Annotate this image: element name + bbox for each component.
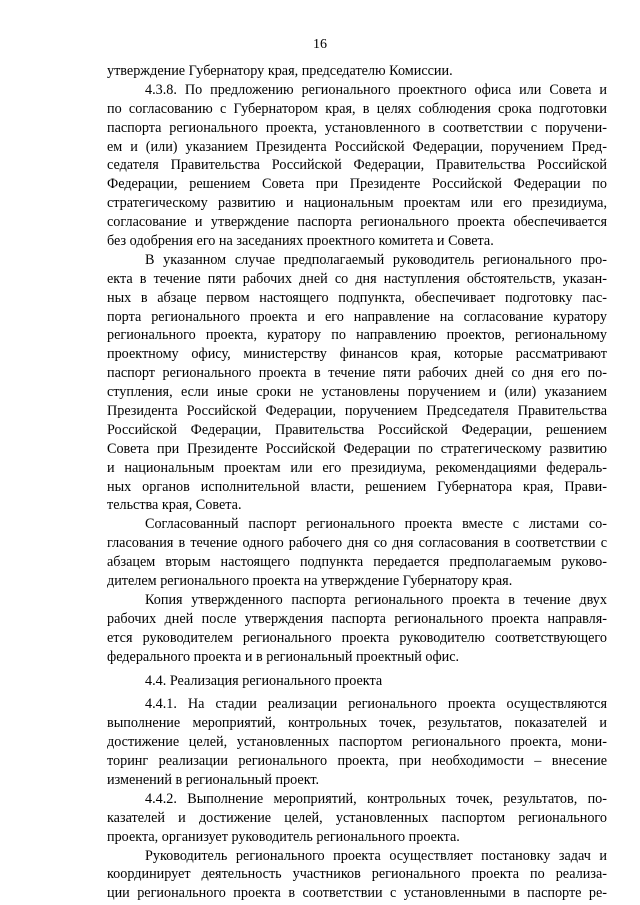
section-title: 4.4. Реализация регионального проекта [145,672,383,689]
text-line: казателей и достижение целей, установленных паспортом регионального [107,809,607,826]
text-line: без одобрения его на заседаниях проектного комитета и Совета. [107,233,494,250]
text-line: дителем регионального проекта на утверждение Губернатору края. [107,573,513,590]
paragraph-4-4-1 [107,695,607,789]
text-line: абзацем вторым настоящего подпункта передается предполагаемым руково- [107,554,607,571]
text-line: 4.4.1. На стадии реализации регионального проекта осуществляются [145,696,607,713]
text-line: регионального проекта, куратору по направлению проектов, региональному [107,327,607,344]
text-line: рабочих дней после утверждения паспорта регионального проекта направля- [107,610,607,627]
text-line: 4.4.2. Выполнение мероприятий, контрольных точек, результатов, по- [145,790,607,807]
text-line: по согласованию с Губернатором края, в целях соблюдения срока подготовки [107,100,607,117]
paragraph-passport-copy [107,591,607,667]
paragraph-4-3-8 [107,81,607,251]
paragraph-procedure [107,251,607,515]
paragraph-agreed-passport [107,515,607,591]
paragraph-project-lead [107,847,607,904]
text-line: ных органов исполнительной власти, решением Губернатора края, Прави- [107,478,607,495]
text-line: гласования в течение одного рабочего дня со дня согласования в соответствии с [107,535,607,552]
text-line: Президента Российской Федерации, поручением Председателя Правительства [107,403,607,420]
text-line: ных в абзаце первом настоящего подпункта, обеспечивает подготовку пас- [107,289,607,306]
text-line: стратегическому развитию и национальным проектам или его президиума, [107,195,607,212]
text-line: ем и (или) указанием Президента Российской Федерации, поручением Пред- [107,138,607,155]
text-line: координирует деятельность участников регионального проекта по реализа- [107,866,607,883]
text-line: В указанном случае предполагаемый руководитель регионального про- [145,251,607,268]
text-line: торинг реализации регионального проекта, при необходимости – внесение [107,753,607,770]
text-line: ступления, если иные сроки не установлены поручением и (или) указанием [107,384,607,401]
text-line: достижение целей, установленных паспортом регионального проекта, мони- [107,734,607,751]
text-line: ется руководителем регионального проекта руководителю соответствующего [107,629,607,646]
text-line: проекта, организует руководитель регионального проекта. [107,828,460,845]
text-line: утверждение Губернатору края, председателю Комиссии. [107,63,453,79]
paragraph-continuation [107,62,607,81]
text-line: изменений в региональный проект. [107,771,320,788]
text-line: выполнение мероприятий, контрольных точек, результатов, показателей и [107,715,607,732]
text-line: Совета при Президенте Российской Федерации по стратегическому развитию [107,440,607,457]
text-line: Федерации, решением Совета при Президенте Российской Федерации по [107,176,607,193]
text-line: тельства края, Совета. [107,497,242,514]
text-line: ции регионального проекта в соответствии с установленными в паспорте ре- [107,885,607,902]
text-line: согласование и утверждение паспорта регионального проекта обеспечивается [107,214,607,231]
text-line: паспорт регионального проекта в течение пяти рабочих дней со дня его по- [107,365,607,382]
text-line: екта в течение пяти рабочих дней со дня наступления обстоятельств, указан- [107,270,607,287]
text-line: паспорта регионального проекта, установленного в соответствии с поручени- [107,119,607,136]
text-line: Руководитель регионального проекта осуществляет постановку задач и [145,847,607,864]
text-line: порта регионального проекта и его направление на согласование куратору [107,308,607,325]
text-line: Копия утвержденного паспорта регионального проекта в течение двух [145,591,607,608]
section-heading-4-4 [107,672,607,691]
document-body [107,62,607,903]
page-number: 16 [313,37,327,52]
text-line: Российской Федерации, Правительства Российской Федерации, решением [107,421,607,438]
text-line: проектному офису, министерству финансов края, которые рассматривают [107,346,607,363]
text-line: и национальным проектам или его президиума, рекомендациями федераль- [107,459,607,476]
text-line: федерального проекта и в региональный проектный офис. [107,648,460,665]
paragraph-4-4-2 [107,790,607,847]
text-line: Согласованный паспорт регионального проекта вместе с листами со- [145,516,607,533]
text-line: седателя Правительства Российской Федерации, Правительства Российской [107,157,607,174]
text-line: 4.3.8. По предложению регионального проектного офиса или Совета и [145,81,607,98]
